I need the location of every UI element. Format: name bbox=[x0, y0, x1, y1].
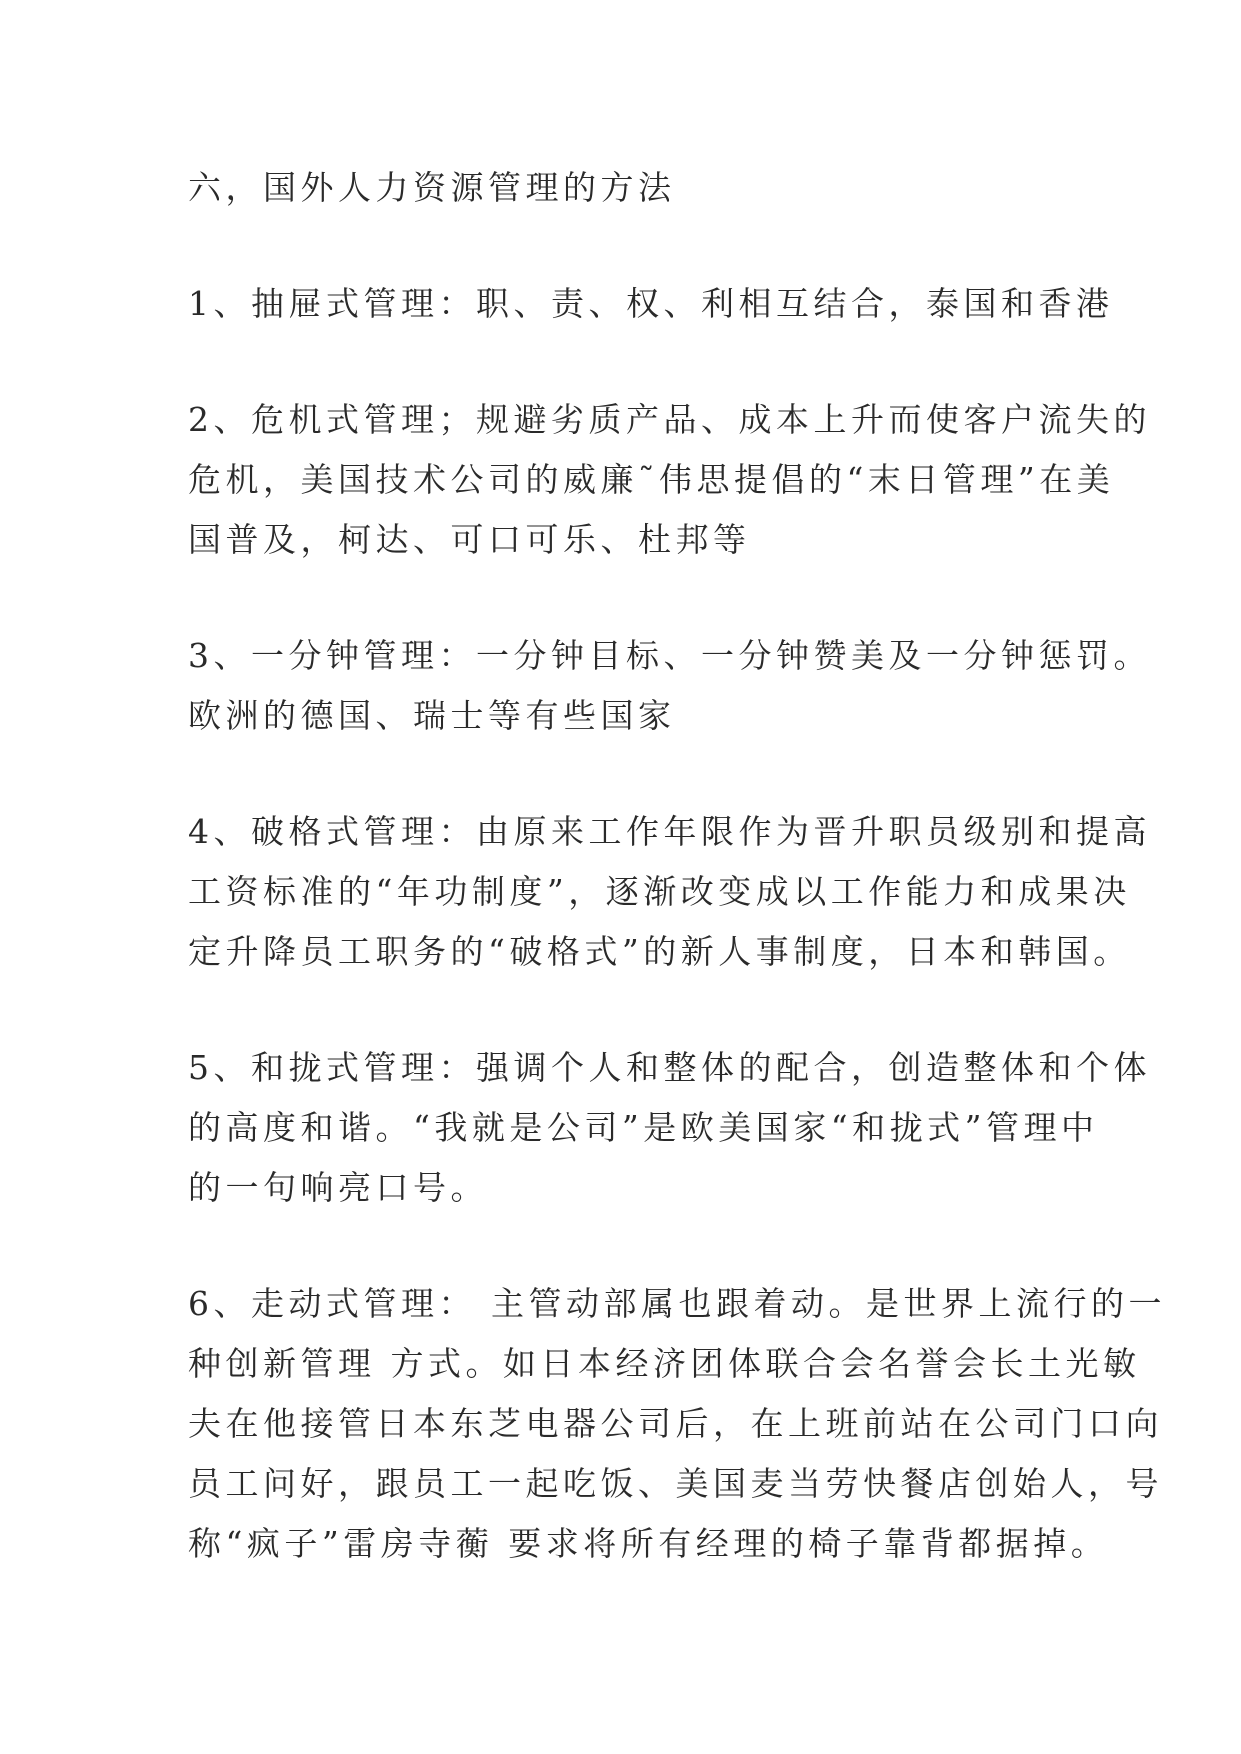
paragraph-drawer-management bbox=[188, 274, 1114, 334]
paragraph-line: 称“疯子”雷房寺蘅 要求将所有经理的椅子靠背都据掉。 bbox=[188, 1524, 1109, 1563]
paragraph-line: 4、破格式管理：由原来工作年限作为晋升职员级别和提高 bbox=[188, 812, 1151, 851]
paragraph-line: 夫在他接管日本东芝电器公司后，在上班前站在公司门口向 bbox=[188, 1404, 1163, 1443]
paragraph-exceptional-management bbox=[188, 802, 1151, 982]
paragraph-line: 1、抽屉式管理：职、责、权、利相互结合，泰国和香港 bbox=[188, 284, 1114, 323]
paragraph-line: 国普及，柯达、可口可乐、杜邦等 bbox=[188, 520, 751, 559]
paragraph-line: 6、走动式管理： 主管动部属也跟着动。是世界上流行的一 bbox=[188, 1284, 1166, 1323]
paragraph-line: 的一句响亮口号。 bbox=[188, 1168, 488, 1207]
paragraph-line: 2、危机式管理；规避劣质产品、成本上升而使客户流失的 bbox=[188, 400, 1151, 439]
paragraph-crisis-management bbox=[188, 390, 1151, 570]
document-body bbox=[188, 158, 1166, 1630]
paragraph-line: 3、一分钟管理：一分钟目标、一分钟赞美及一分钟惩罚。 bbox=[188, 636, 1151, 675]
paragraph-line: 工资标准的“年功制度”，逐渐改变成以工作能力和成果决 bbox=[188, 872, 1131, 911]
paragraph-walking-management bbox=[188, 1274, 1166, 1574]
paragraph-line: 种创新管理 方式。如日本经济团体联合会名誉会长土光敏 bbox=[188, 1344, 1141, 1383]
section-heading: 六，国外人力资源管理的方法 bbox=[188, 168, 676, 207]
paragraph-line: 危机，美国技术公司的威廉˜伟思提倡的“末日管理”在美 bbox=[188, 460, 1115, 499]
paragraph-line: 员工问好，跟员工一起吃饭、美国麦当劳快餐店创始人，号 bbox=[188, 1464, 1163, 1503]
paragraph-line: 5、和拢式管理：强调个人和整体的配合，创造整体和个体 bbox=[188, 1048, 1151, 1087]
paragraph-line: 欧洲的德国、瑞士等有些国家 bbox=[188, 696, 676, 735]
paragraph-harmony-management bbox=[188, 1038, 1151, 1218]
paragraph-line: 定升降员工职务的“破格式”的新人事制度，日本和韩国。 bbox=[188, 932, 1131, 971]
paragraph-line: 的高度和谐。“我就是公司”是欧美国家“和拢式”管理中 bbox=[188, 1108, 1099, 1147]
paragraph-one-minute-management bbox=[188, 626, 1151, 746]
